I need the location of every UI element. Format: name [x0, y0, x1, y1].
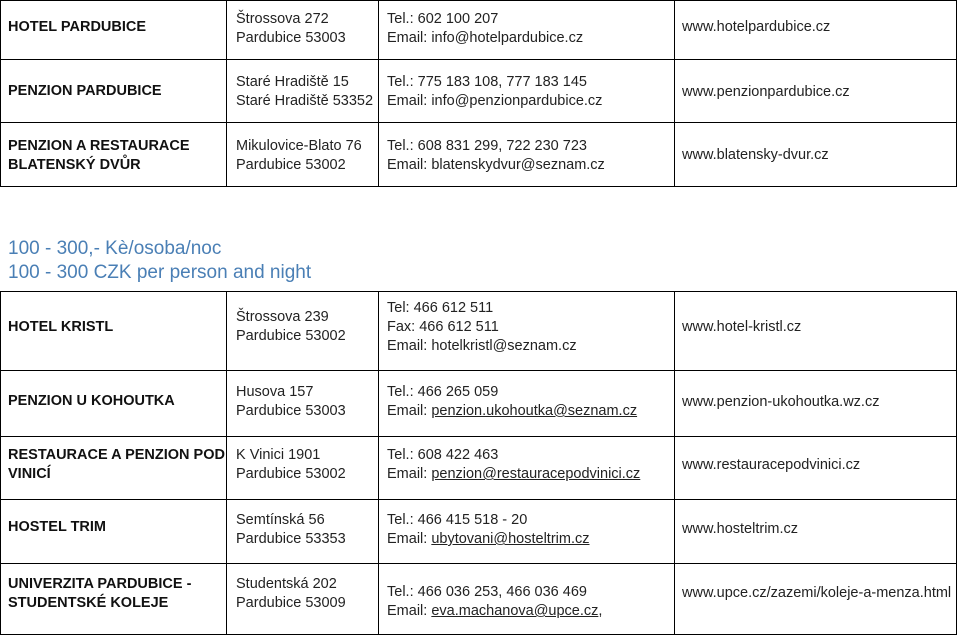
contact-label: Tel.:	[387, 138, 418, 154]
row-divider	[0, 436, 957, 437]
row-divider	[0, 0, 957, 1]
text-line: www.penzionpardubice.cz	[682, 84, 850, 100]
row-divider	[0, 186, 957, 187]
hotel-address	[236, 10, 346, 48]
contact-line	[387, 156, 605, 175]
contact-value: 466 036 253, 466 036 469	[417, 584, 587, 600]
website-link[interactable]	[682, 318, 801, 337]
column-divider	[674, 291, 675, 634]
text-line: BLATENSKÝ DVŮR	[8, 157, 141, 173]
contact-line	[387, 29, 583, 48]
row-divider	[0, 563, 957, 564]
text-line: Pardubice 53009	[236, 595, 346, 611]
hotel-address	[236, 308, 346, 346]
text-line: Studentská 202	[236, 576, 337, 592]
column-divider	[0, 291, 1, 634]
hotel-address	[236, 383, 346, 421]
contact-label: Email:	[387, 157, 432, 173]
row-divider	[0, 370, 957, 371]
column-divider	[378, 291, 379, 634]
text-line: www.hotelpardubice.cz	[682, 19, 831, 35]
website-link[interactable]	[682, 146, 829, 165]
text-line: Staré Hradiště 15	[236, 74, 349, 90]
text-line: www.blatensky-dvur.cz	[682, 147, 829, 163]
text-line: Pardubice 53002	[236, 466, 346, 482]
text-line: Pardubice 53003	[236, 30, 346, 46]
contact-line	[387, 602, 602, 621]
contact-value: 608 831 299, 722 230 723	[417, 138, 587, 154]
contact-label: Email:	[387, 403, 432, 419]
contact-value: 466 415 518 - 20	[417, 512, 528, 528]
column-divider	[674, 0, 675, 186]
hotel-address	[236, 511, 346, 549]
text-line: Štrossova 272	[236, 11, 329, 27]
text-line: Pardubice 53002	[236, 157, 346, 173]
hotel-address	[236, 446, 346, 484]
row-divider	[0, 291, 957, 292]
text-line: Pardubice 53353	[236, 531, 346, 547]
hotel-name	[8, 18, 146, 37]
contact-line	[387, 92, 602, 111]
contact-line	[387, 383, 637, 402]
hotel-name	[8, 82, 162, 101]
hotel-contact	[387, 73, 602, 111]
contact-value: 608 422 463	[417, 447, 499, 463]
contact-label: Tel.:	[387, 447, 418, 463]
hotel-contact	[387, 511, 590, 549]
contact-label: Tel.:	[387, 584, 418, 600]
hotel-contact	[387, 10, 583, 48]
contact-label: Email:	[387, 531, 432, 547]
hotel-contact	[387, 446, 640, 484]
contact-value: 466 265 059	[417, 384, 499, 400]
text-line: Pardubice 53002	[236, 328, 346, 344]
text-line: K Vinici 1901	[236, 447, 321, 463]
contact-label: Tel:	[387, 300, 414, 316]
contact-label: Email:	[387, 93, 432, 109]
text-line: 100 - 300,- Kè/osoba/noc	[8, 238, 222, 259]
contact-label: Tel.:	[387, 384, 418, 400]
text-line: PENZION U KOHOUTKA	[8, 393, 175, 409]
column-divider	[226, 291, 227, 634]
contact-line	[387, 137, 605, 156]
hotel-address	[236, 73, 373, 111]
contact-value: info@hotelpardubice.cz	[431, 30, 584, 46]
contact-label: Email:	[387, 603, 432, 619]
website-link[interactable]	[682, 520, 798, 539]
hotel-contact	[387, 137, 605, 175]
text-line: HOTEL PARDUBICE	[8, 19, 147, 35]
row-divider	[0, 59, 957, 60]
website-link[interactable]	[682, 584, 951, 603]
text-line: Štrossova 239	[236, 309, 329, 325]
contact-value: 775 183 108, 777 183 145	[417, 74, 587, 90]
contact-label: Email:	[387, 30, 432, 46]
hotel-contact	[387, 383, 637, 421]
email-link[interactable]: ubytovani@hosteltrim.cz	[431, 531, 590, 547]
hotel-name	[8, 518, 106, 537]
column-divider	[956, 0, 957, 186]
text-line: PENZION A RESTAURACE	[8, 138, 190, 154]
hotel-name	[8, 575, 191, 613]
text-line: www.restauracepodvinici.cz	[682, 457, 861, 473]
contact-line	[387, 337, 577, 356]
contact-value: blatenskydvur@seznam.cz	[431, 157, 605, 173]
hotel-name	[8, 137, 190, 175]
hotel-name	[8, 446, 225, 484]
row-divider	[0, 122, 957, 123]
website-link[interactable]	[682, 456, 860, 475]
contact-value: 602 100 207	[417, 11, 499, 27]
text-line: VINICÍ	[8, 466, 51, 482]
column-divider	[0, 0, 1, 186]
text-line: www.hotel-kristl.cz	[682, 319, 802, 335]
text-line: Staré Hradiště 53352	[236, 93, 374, 109]
text-line: www.upce.cz/zazemi/koleje-a-menza.html	[682, 585, 952, 601]
text-line: RESTAURACE A PENZION POD	[8, 447, 225, 463]
contact-value: hotelkristl@seznam.cz	[431, 338, 577, 354]
hotel-contact	[387, 583, 602, 621]
contact-value: 466 612 511	[419, 319, 499, 335]
text-line: HOTEL KRISTL	[8, 319, 114, 335]
email-link[interactable]: penzion@restauracepodvinici.cz	[431, 466, 641, 482]
text-line: PENZION PARDUBICE	[8, 83, 162, 99]
hotel-address	[236, 137, 362, 175]
text-line: Semtínská 56	[236, 512, 325, 528]
text-line: STUDENTSKÉ KOLEJE	[8, 595, 169, 611]
contact-label: Tel.:	[387, 74, 418, 90]
text-line: www.hosteltrim.cz	[682, 521, 799, 537]
contact-line	[387, 530, 590, 549]
contact-line	[387, 446, 640, 465]
contact-label: Tel.:	[387, 512, 418, 528]
text-line: 100 - 300 CZK per person and night	[8, 262, 312, 283]
contact-line	[387, 10, 583, 29]
text-line: HOSTEL TRIM	[8, 519, 107, 535]
website-link[interactable]	[682, 393, 879, 412]
email-link[interactable]: penzion.ukohoutka@seznam.cz	[431, 403, 638, 419]
website-link[interactable]	[682, 18, 830, 37]
contact-line	[387, 299, 577, 318]
email-link[interactable]: eva.machanova@upce.cz	[431, 603, 599, 619]
contact-label: Email:	[387, 338, 432, 354]
contact-label: Fax:	[387, 319, 420, 335]
hotel-name	[8, 318, 113, 337]
text-line: www.penzion-ukohoutka.wz.cz	[682, 394, 880, 410]
hotel-address	[236, 575, 346, 613]
contact-label: Email:	[387, 466, 432, 482]
contact-value: 466 612 511	[413, 300, 494, 316]
hotel-contact	[387, 299, 577, 356]
contact-line	[387, 465, 640, 484]
text-line: Pardubice 53003	[236, 403, 346, 419]
text-line: Mikulovice-Blato 76	[236, 138, 362, 154]
text-line: Husova 157	[236, 384, 314, 400]
row-divider	[0, 499, 957, 500]
hotel-name	[8, 392, 175, 411]
contact-line	[387, 402, 637, 421]
contact-line	[387, 73, 602, 92]
text-line: UNIVERZITA PARDUBICE -	[8, 576, 192, 592]
column-divider	[226, 0, 227, 186]
contact-label: Tel.:	[387, 11, 418, 27]
column-divider	[378, 0, 379, 186]
contact-value: info@penzionpardubice.cz	[431, 93, 603, 109]
contact-line	[387, 318, 577, 337]
website-link[interactable]	[682, 83, 850, 102]
contact-line	[387, 511, 590, 530]
contact-suffix: ,	[598, 603, 603, 619]
contact-line	[387, 583, 602, 602]
price-heading	[8, 237, 311, 285]
column-divider	[956, 291, 957, 634]
